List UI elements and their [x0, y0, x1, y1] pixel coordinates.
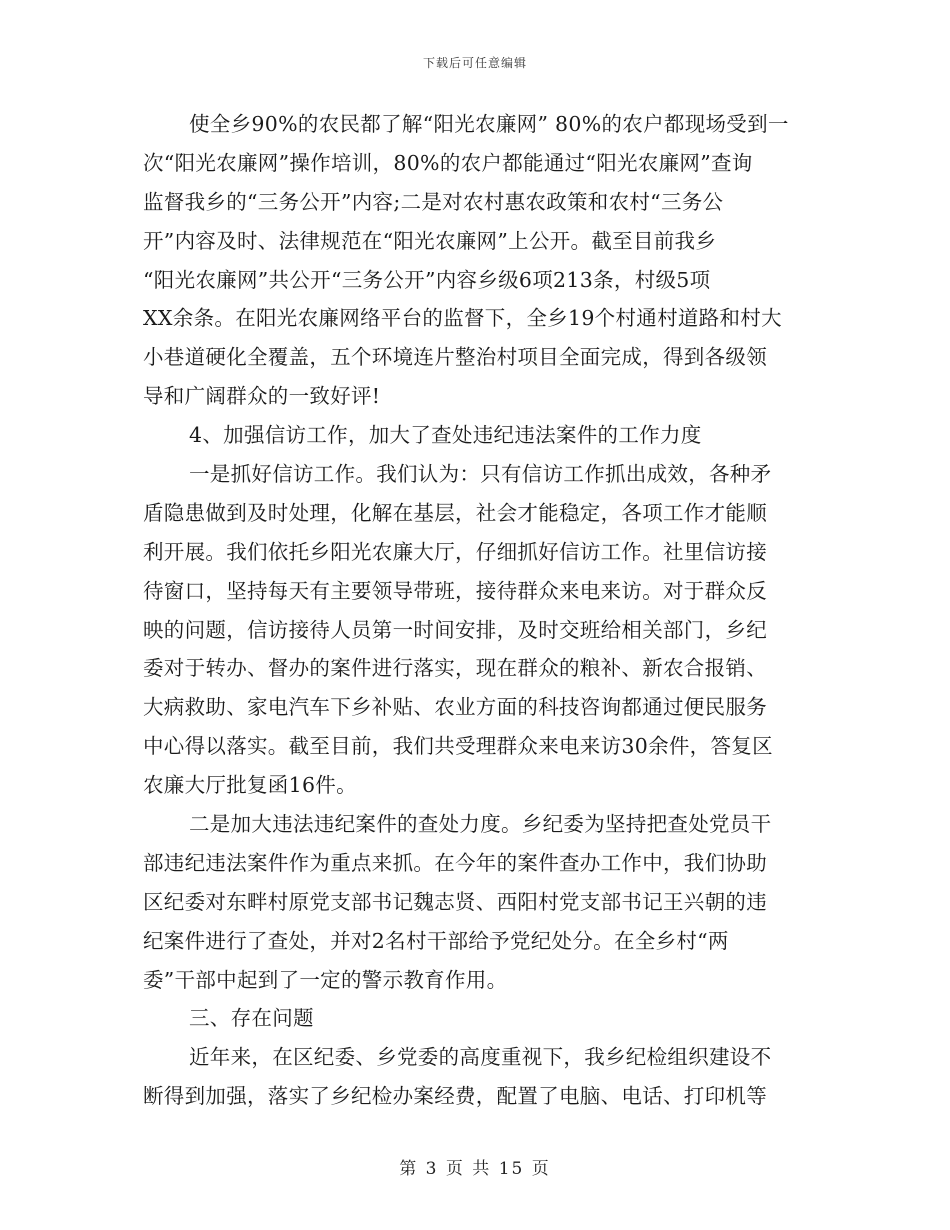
text-line: 大病救助、家电汽车下乡补贴、农业方面的科技咨询都通过便民服务: [143, 695, 767, 720]
text-line: 纪案件进行了查处，并对2名村干部给予党纪处分。在全乡村“两: [143, 928, 729, 953]
text-line: 导和广阔群众的一致好评!: [143, 384, 381, 409]
text-line: XX余条。在阳光农廉网络平台的监督下，全乡19个村通村道路和村大: [143, 306, 782, 331]
text-line: 监督我乡的“三务公开”内容;二是对农村惠农政策和农村“三务公: [143, 189, 724, 214]
text-line: 委”干部中起到了一定的警示教育作用。: [143, 967, 508, 992]
section-heading: 4、加强信访工作，加大了查处违纪违法案件的工作力度: [189, 423, 702, 448]
text-line: 农廉大厅批复函16件。: [143, 773, 357, 798]
text-line: 中心得以落实。截至目前，我们共受理群众来电来访30余件，答复区: [143, 734, 773, 759]
text-line: 开”内容及时、法律规范在“阳光农廉网”上公开。截至目前我乡: [143, 228, 717, 253]
text-line: 盾隐患做到及时处理，化解在基层，社会才能稳定，各项工作才能顺: [143, 500, 767, 525]
text-line: 区纪委对东畔村原党支部书记魏志贤、西阳村党支部书记王兴朝的违: [143, 889, 767, 914]
text-line: 使全乡90%的农民都了解“阳光农廉网” 80%的农户都现场受到一: [189, 112, 789, 136]
text-line: 断得到加强，落实了乡纪检办案经费，配置了电脑、电话、打印机等: [143, 1084, 767, 1109]
text-line: 二是加大违法违纪案件的查处力度。乡纪委为坚持把查处党员干: [189, 812, 772, 837]
document-body: [143, 105, 808, 1116]
text-line: 利开展。我们依托乡阳光农廉大厅，仔细抓好信访工作。社里信访接: [143, 539, 767, 564]
text-line: 待窗口，坚持每天有主要领导带班，接待群众来电来访。对于群众反: [143, 578, 767, 603]
text-line: 部违纪违法案件作为重点来抓。在今年的案件查办工作中，我们协助: [143, 850, 767, 875]
text-line: 委对于转办、督办的案件进行落实，现在群众的粮补、新农合报销、: [143, 656, 767, 681]
section-heading: 三、存在问题: [189, 1006, 314, 1031]
page-header: 下载后可任意编辑: [422, 56, 527, 70]
page-footer: 第 3 页 共 15 页: [399, 1159, 551, 1179]
text-line: 近年来，在区纪委、乡党委的高度重视下，我乡纪检组织建设不: [189, 1045, 772, 1070]
text-line: 映的问题，信访接待人员第一时间安排，及时交班给相关部门，乡纪: [143, 617, 767, 642]
text-line: 小巷道硬化全覆盖，五个环境连片整治村项目全面完成，得到各级领: [143, 345, 767, 370]
text-line: “阳光农廉网”共公开“三务公开”内容乡级6项213条，村级5项: [143, 267, 711, 292]
text-line: 次“阳光农廉网”操作培训，80%的农户都能通过“阳光农廉网”查询: [143, 150, 753, 175]
text-line: 一是抓好信访工作。我们认为：只有信访工作抓出成效，各种矛: [189, 462, 772, 487]
